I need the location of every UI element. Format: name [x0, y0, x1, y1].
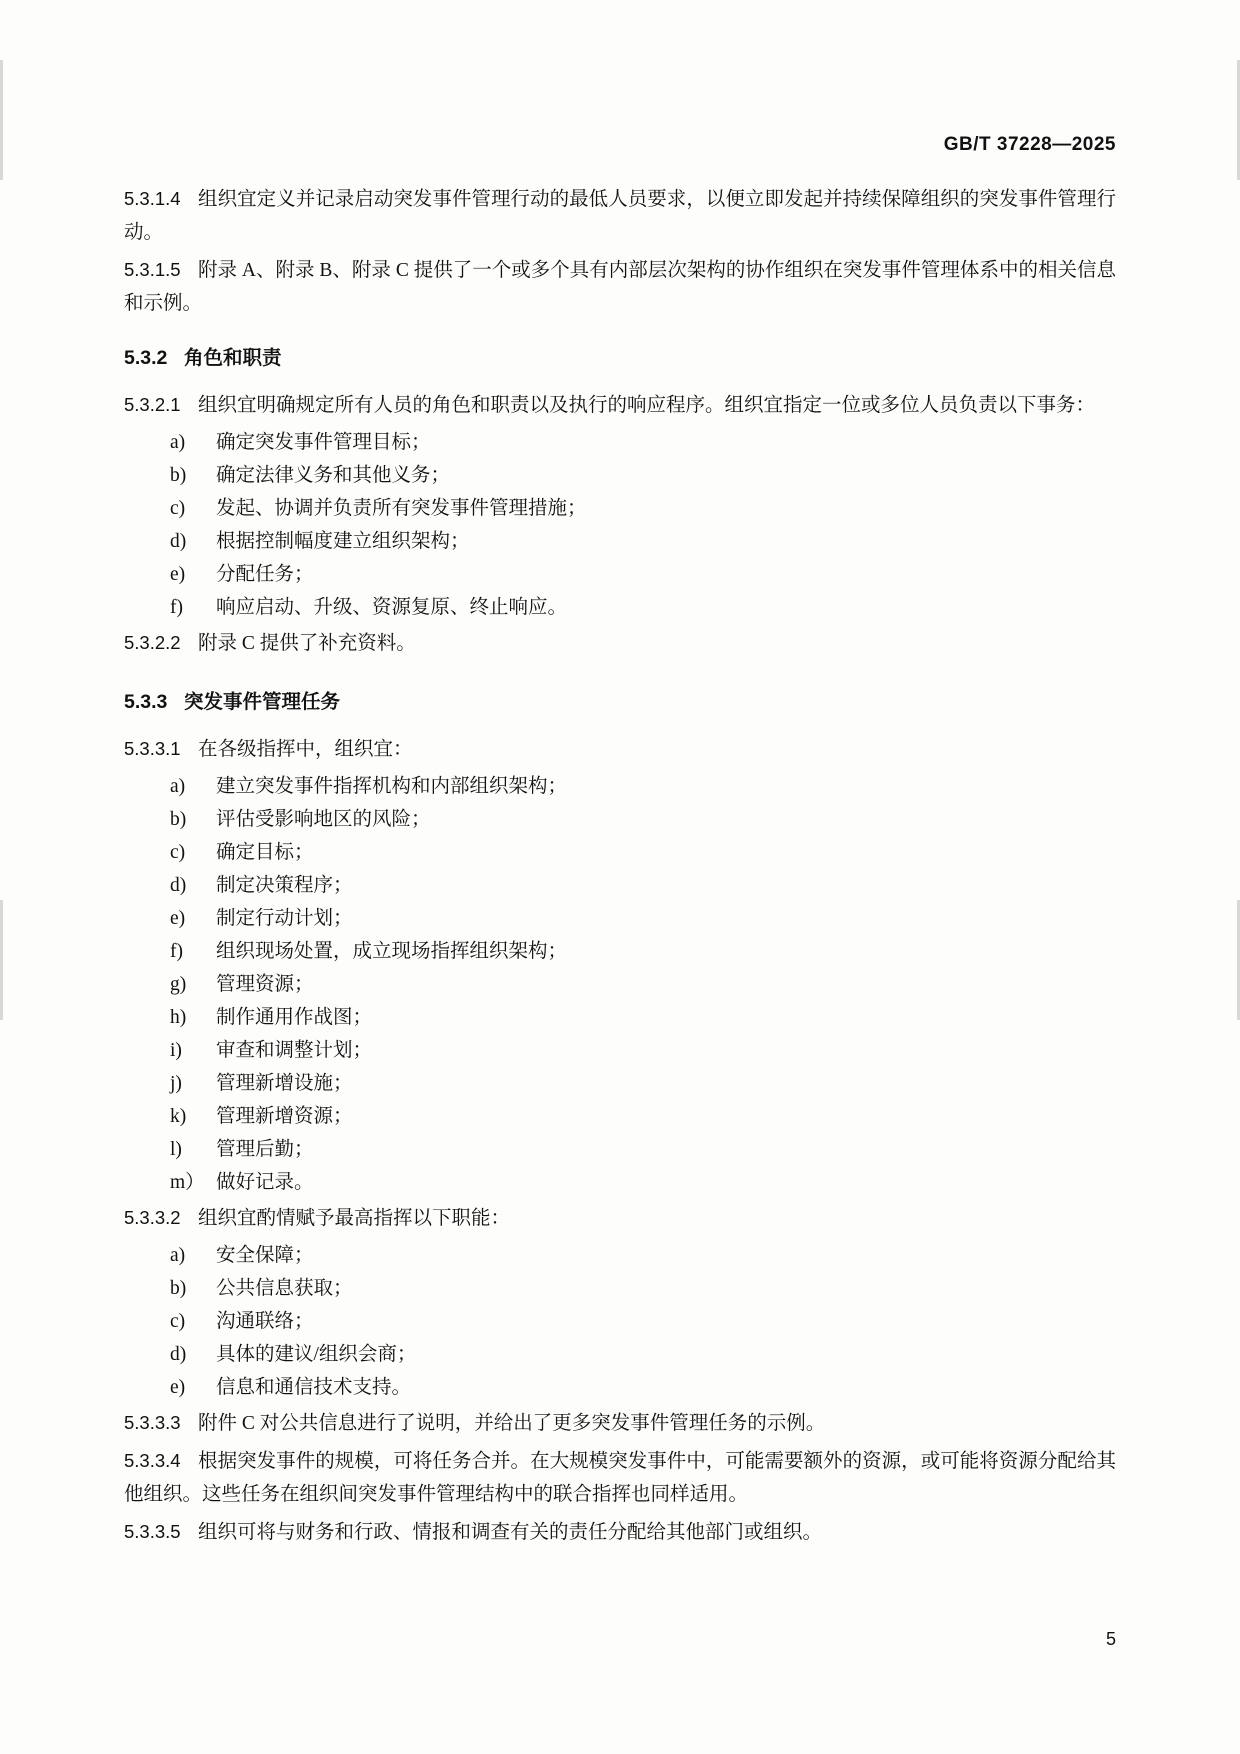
clause-text: 在各级指挥中，组织宜：	[198, 739, 413, 760]
list-item-text: 确定目标；	[216, 842, 314, 863]
list-item-text: 确定突发事件管理目标；	[216, 432, 431, 453]
section-title: 突发事件管理任务	[184, 691, 341, 713]
list-item-text: 确定法律义务和其他义务；	[216, 465, 451, 486]
list-item-text: 分配任务；	[216, 564, 314, 585]
list-item	[124, 803, 1116, 836]
list-item-label: c)	[170, 1311, 186, 1332]
list-item-text: 沟通联络；	[216, 1311, 314, 1332]
clause-text: 附录 A、附录 B、附录 C 提供了一个或多个具有内部层次架构的协作组织在突发事件管理体系中的相关信息和示例。	[124, 260, 1116, 314]
list-item-label: b)	[170, 465, 187, 486]
clause-number: 5.3.3.3	[124, 1412, 181, 1433]
list-item-text: 制定决策程序；	[216, 875, 353, 896]
clause-number: 5.3.3.2	[124, 1207, 181, 1228]
list-item	[124, 1133, 1116, 1166]
list-item-label: l)	[170, 1139, 182, 1160]
clause-list	[124, 1239, 1116, 1404]
list-item-text: 管理新增资源；	[216, 1106, 353, 1127]
clause-text: 附件 C 对公共信息进行了说明，并给出了更多突发事件管理任务的示例。	[198, 1413, 826, 1434]
page-header-standard-code: GB/T 37228—2025	[943, 134, 1116, 155]
list-item-label: b)	[170, 1278, 187, 1299]
list-item-label: j)	[170, 1073, 182, 1094]
list-item-label: h)	[170, 1007, 187, 1028]
list-item	[124, 1067, 1116, 1100]
clause-number: 5.3.3.1	[124, 738, 181, 759]
clause-text: 组织宜酌情赋予最高指挥以下职能：	[198, 1208, 511, 1229]
list-item-label: a)	[170, 432, 186, 453]
list-item	[124, 1001, 1116, 1034]
clause-text: 根据突发事件的规模，可将任务合并。在大规模突发事件中，可能需要额外的资源，或可能将资源分配给其他组织。这些任务在组织间突发事件管理结构中的联合指挥也同样适用。	[124, 1451, 1116, 1505]
clause-paragraph	[124, 182, 1116, 249]
list-item	[124, 525, 1116, 558]
clause-paragraph	[124, 253, 1116, 320]
list-item	[124, 1272, 1116, 1305]
list-item	[124, 1034, 1116, 1067]
clause-number: 5.3.3.4	[124, 1450, 181, 1471]
clause-number: 5.3.3.5	[124, 1521, 181, 1542]
clause-paragraph	[124, 1515, 1116, 1549]
clause-list	[124, 426, 1116, 624]
list-item-text: 建立突发事件指挥机构和内部组织架构；	[216, 776, 568, 797]
list-item	[124, 1371, 1116, 1404]
list-item-text: 制定行动计划；	[216, 908, 353, 929]
list-item-text: 做好记录。	[216, 1172, 314, 1193]
list-item-text: 根据控制幅度建立组织架构；	[216, 531, 470, 552]
list-item	[124, 492, 1116, 525]
list-item-text: 组织现场处置，成立现场指挥组织架构；	[216, 941, 568, 962]
list-item-text: 审查和调整计划；	[216, 1040, 373, 1061]
list-item-label: c)	[170, 842, 186, 863]
clause-number: 5.3.2.1	[124, 394, 181, 415]
list-item-label: d)	[170, 1344, 187, 1365]
clause-paragraph	[124, 626, 1116, 660]
list-item	[124, 935, 1116, 968]
edge-mark-left-top	[0, 60, 3, 180]
list-item-label: m）	[170, 1172, 205, 1193]
clause-paragraph	[124, 732, 1116, 766]
list-item-label: a)	[170, 776, 186, 797]
list-item	[124, 1305, 1116, 1338]
clause-paragraph	[124, 1406, 1116, 1440]
list-item-label: b)	[170, 809, 187, 830]
list-item-text: 制作通用作战图；	[216, 1007, 373, 1028]
list-item	[124, 836, 1116, 869]
list-item	[124, 591, 1116, 624]
list-item-text: 响应启动、升级、资源复原、终止响应。	[216, 597, 568, 618]
clause-text: 附录 C 提供了补充资料。	[198, 633, 416, 654]
list-item-label: e)	[170, 908, 186, 929]
list-item	[124, 902, 1116, 935]
section-number: 5.3.3	[124, 691, 168, 713]
section-heading	[124, 686, 1116, 718]
list-item-label: f)	[170, 597, 183, 618]
list-item	[124, 869, 1116, 902]
list-item	[124, 1100, 1116, 1133]
list-item-label: g)	[170, 974, 187, 995]
section-title: 角色和职责	[184, 347, 282, 369]
clause-text: 组织宜明确规定所有人员的角色和职责以及执行的响应程序。组织宜指定一位或多位人员负责以下事务：	[198, 395, 1096, 416]
clause-paragraph	[124, 1201, 1116, 1235]
list-item-text: 公共信息获取；	[216, 1278, 353, 1299]
list-item-label: e)	[170, 1377, 186, 1398]
list-item	[124, 1166, 1116, 1199]
section-heading	[124, 342, 1116, 374]
clause-text: 组织可将与财务和行政、情报和调查有关的责任分配给其他部门或组织。	[198, 1522, 823, 1543]
list-item	[124, 1338, 1116, 1371]
list-item-label: d)	[170, 875, 187, 896]
edge-mark-left-mid	[0, 900, 3, 1020]
clause-number: 5.3.1.4	[124, 188, 181, 209]
list-item-text: 管理资源；	[216, 974, 314, 995]
section-number: 5.3.2	[124, 347, 168, 369]
list-item-label: k)	[170, 1106, 187, 1127]
list-item	[124, 558, 1116, 591]
list-item-label: c)	[170, 498, 186, 519]
list-item	[124, 426, 1116, 459]
clause-text: 组织宜定义并记录启动突发事件管理行动的最低人员要求，以便立即发起并持续保障组织的突发事件管理行动。	[124, 189, 1116, 243]
list-item	[124, 968, 1116, 1001]
list-item-text: 具体的建议/组织会商；	[216, 1344, 417, 1365]
list-item	[124, 1239, 1116, 1272]
list-item-text: 安全保障；	[216, 1245, 314, 1266]
clause-paragraph	[124, 1444, 1116, 1511]
list-item-label: f)	[170, 941, 183, 962]
clause-number: 5.3.1.5	[124, 259, 181, 280]
page-number: 5	[1105, 1629, 1116, 1649]
list-item-text: 评估受影响地区的风险；	[216, 809, 431, 830]
list-item-text: 信息和通信技术支持。	[216, 1377, 412, 1398]
clause-list	[124, 770, 1116, 1199]
list-item-label: i)	[170, 1040, 182, 1061]
list-item-text: 管理后勤；	[216, 1139, 314, 1160]
document-body	[124, 182, 1116, 1553]
list-item-label: d)	[170, 531, 187, 552]
list-item-label: e)	[170, 564, 186, 585]
clause-paragraph	[124, 388, 1116, 422]
list-item-text: 发起、协调并负责所有突发事件管理措施；	[216, 498, 587, 519]
list-item	[124, 459, 1116, 492]
list-item-text: 管理新增设施；	[216, 1073, 353, 1094]
list-item	[124, 770, 1116, 803]
list-item-label: a)	[170, 1245, 186, 1266]
clause-number: 5.3.2.2	[124, 632, 181, 653]
